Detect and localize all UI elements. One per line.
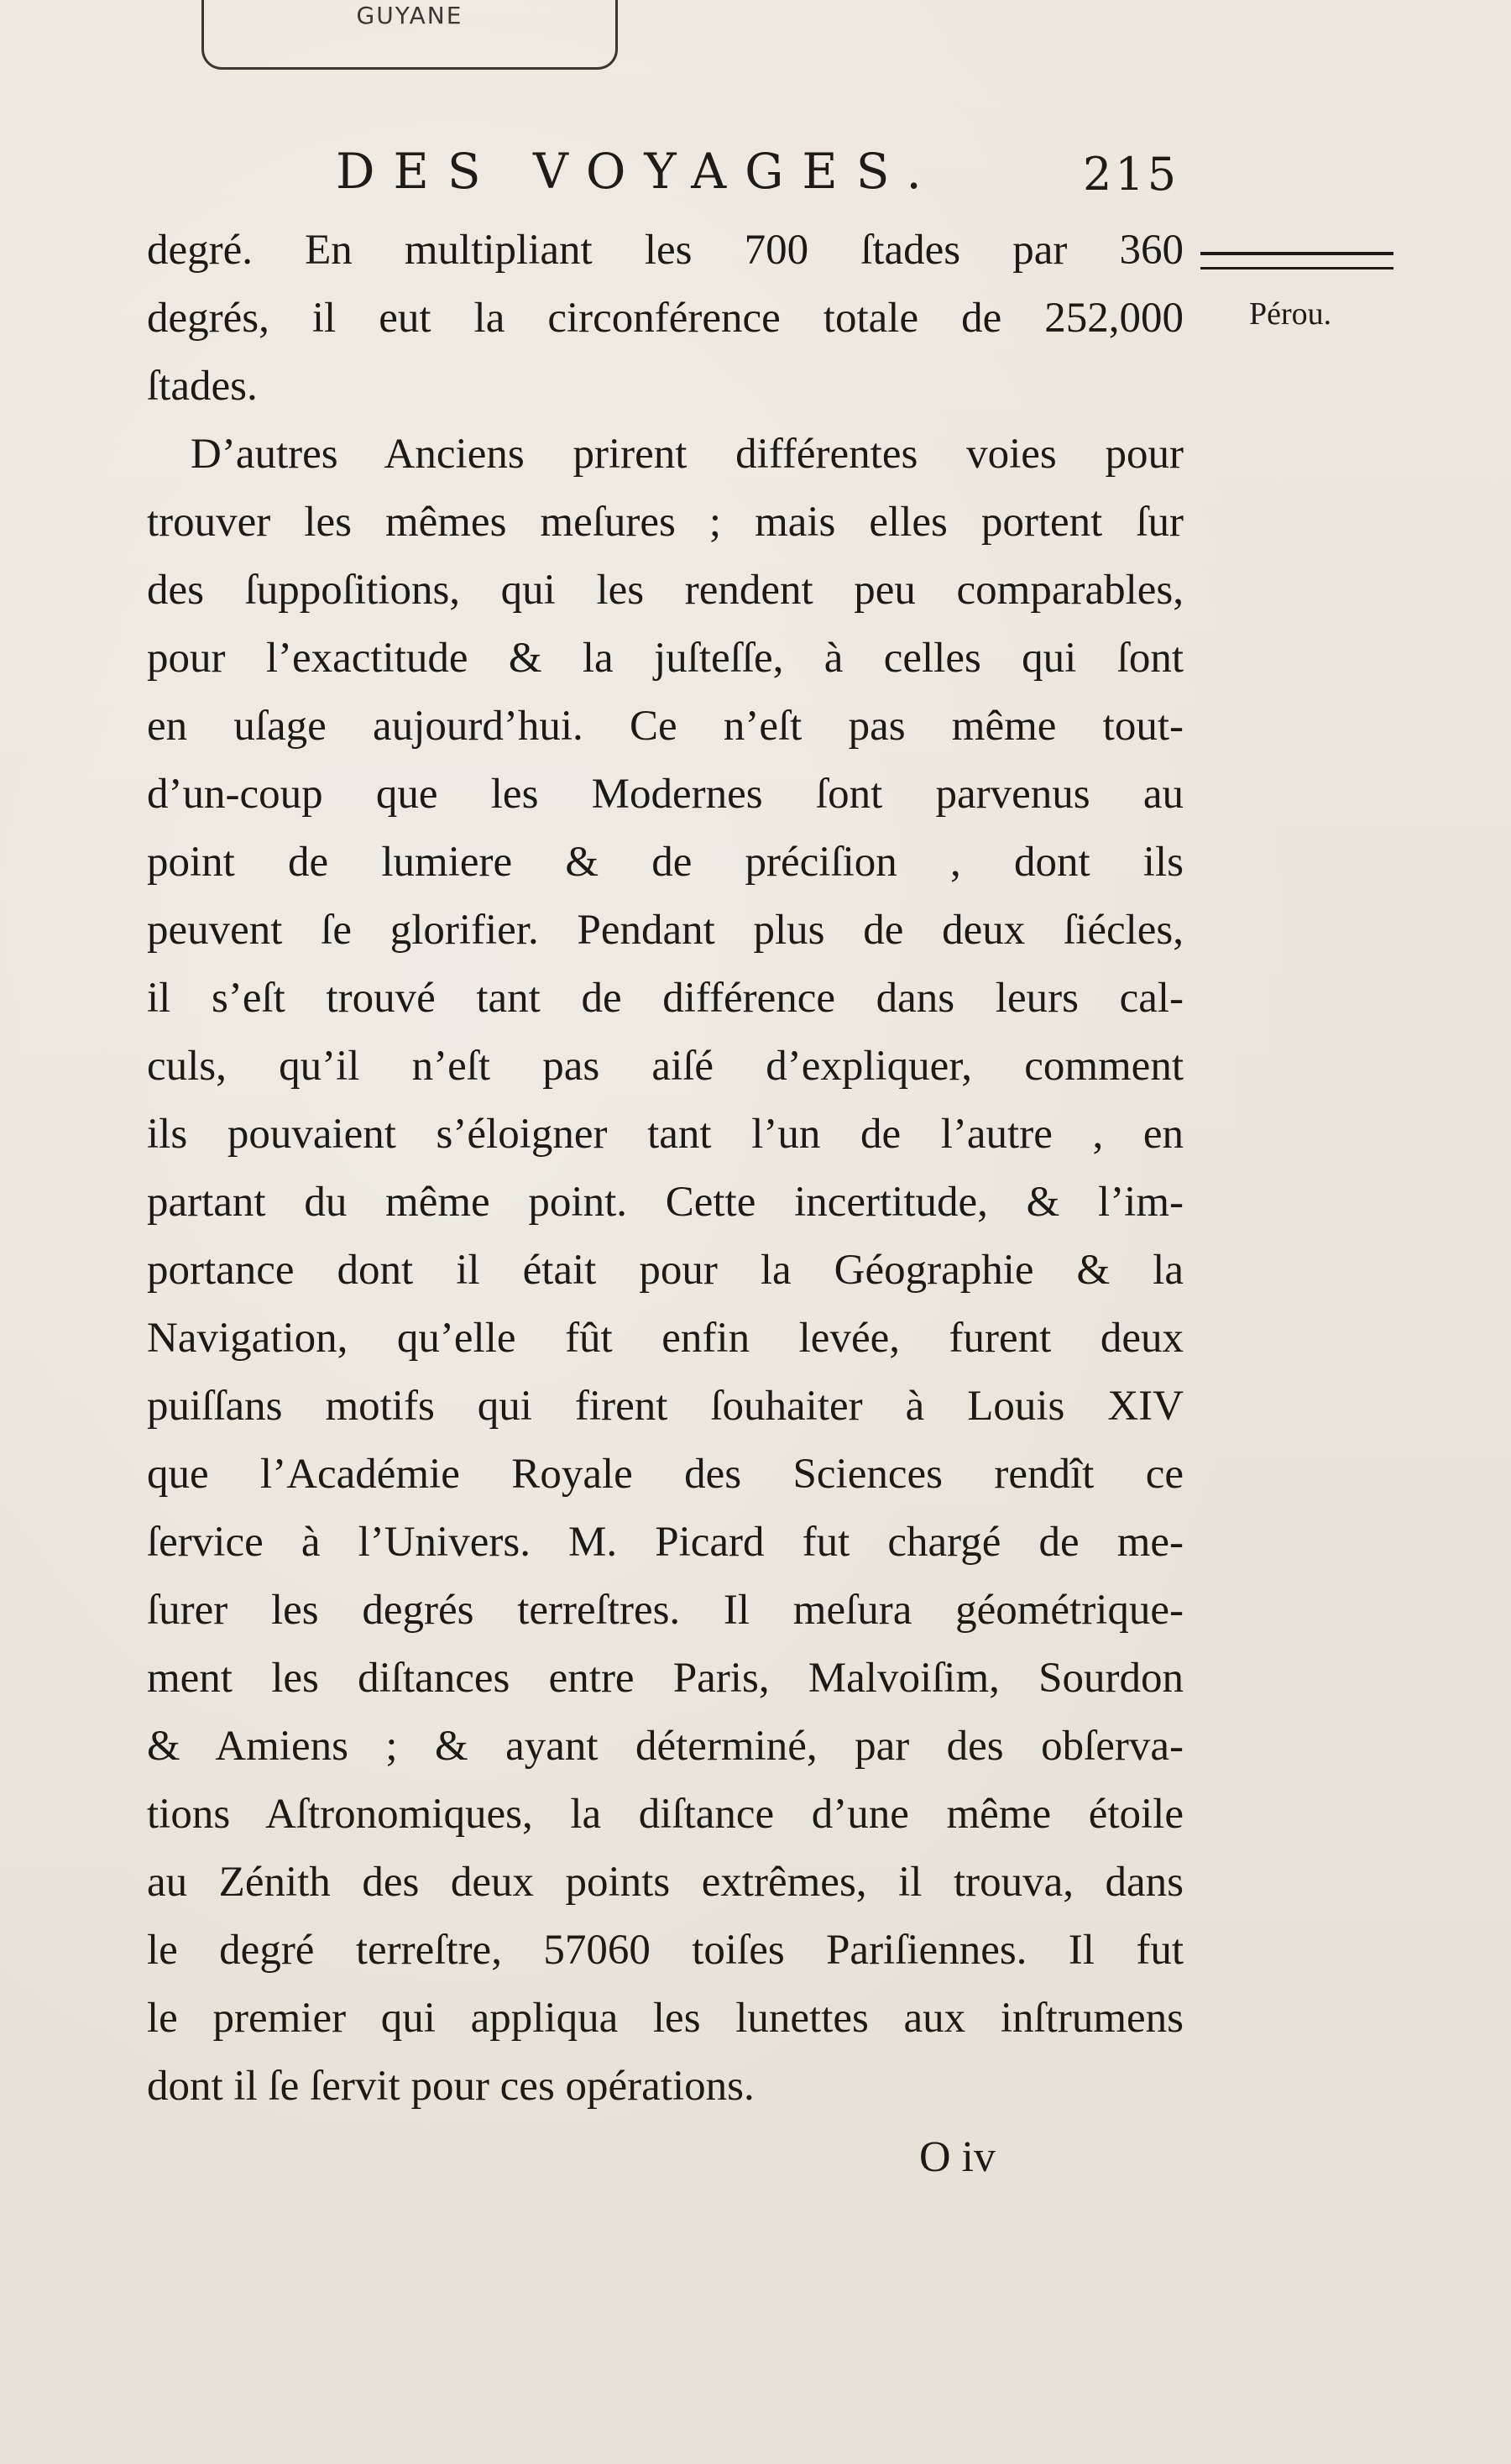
text-line: dont il ſe ſervit pour ces opérations. (147, 2063, 755, 2110)
running-title: DES VOYAGES. (336, 143, 940, 200)
library-stamp (201, 0, 618, 70)
page-number: 215 (1083, 148, 1180, 201)
body-text (147, 217, 1184, 2121)
text-line: il s’eſt trouvé tant de différence dans leurs cal- (147, 975, 1184, 1022)
text-line: degrés, il eut la circonférence totale de 252,000 (147, 295, 1184, 342)
signature-mark: O iv (919, 2133, 996, 2181)
text-line: que l’Académie Royale des Sciences rendît ce (147, 1451, 1184, 1498)
text-line: peuvent ſe glorifier. Pendant plus de deux ſiécles, (147, 907, 1184, 954)
text-line: tions Aſtronomiques, la diſtance d’une même étoile (147, 1791, 1184, 1838)
text-line: au Zénith des deux points extrêmes, il trouva, dans (147, 1859, 1184, 1906)
text-line: puiſſans motifs qui firent ſouhaiter à Louis XIV (147, 1383, 1184, 1430)
text-line: en uſage aujourd’hui. Ce n’eſt pas même tout- (147, 703, 1184, 750)
text-line: pour l’exactitude & la juſteſſe, à celles qui ſont (147, 635, 1184, 682)
text-line: des ſuppoſitions, qui les rendent peu comparables, (147, 567, 1184, 614)
text-line: portance dont il était pour la Géographie & la (147, 1247, 1184, 1294)
text-line: culs, qu’il n’eſt pas aiſé d’expliquer, comment (147, 1043, 1184, 1090)
text-line: ils pouvaient s’éloigner tant l’un de l’autre , en (147, 1111, 1184, 1158)
text-line: D’autres Anciens prirent différentes voies pour (191, 431, 1184, 478)
text-line: ſurer les degrés terreſtres. Il meſura géométrique- (147, 1587, 1184, 1634)
text-line: partant du même point. Cette incertitude, & l’im- (147, 1179, 1184, 1226)
text-line: Navigation, qu’elle fût enfin levée, furent deux (147, 1315, 1184, 1362)
marginal-rule (1200, 252, 1393, 269)
text-line: ſervice à l’Univers. M. Picard fut chargé de me- (147, 1519, 1184, 1566)
text-line: ment les diſtances entre Paris, Malvoiſim, Sourdon (147, 1655, 1184, 1702)
text-line: d’un-coup que les Modernes ſont parvenus au (147, 771, 1184, 818)
text-line: degré. En multipliant les 700 ſtades par 360 (147, 227, 1184, 274)
stamp-text: GUYANE (356, 2, 463, 29)
text-line: ſtades. (147, 363, 258, 410)
text-line: & Amiens ; & ayant déterminé, par des obſerva- (147, 1723, 1184, 1770)
text-line: le premier qui appliqua les lunettes aux inſtrumens (147, 1995, 1184, 2042)
text-line: trouver les mêmes meſures ; mais elles portent ſur (147, 499, 1184, 546)
text-line: le degré terreſtre, 57060 toiſes Pariſiennes. Il fut (147, 1927, 1184, 1974)
marginal-note: Pérou. (1249, 296, 1332, 332)
text-line: point de lumiere & de préciſion , dont ils (147, 839, 1184, 886)
